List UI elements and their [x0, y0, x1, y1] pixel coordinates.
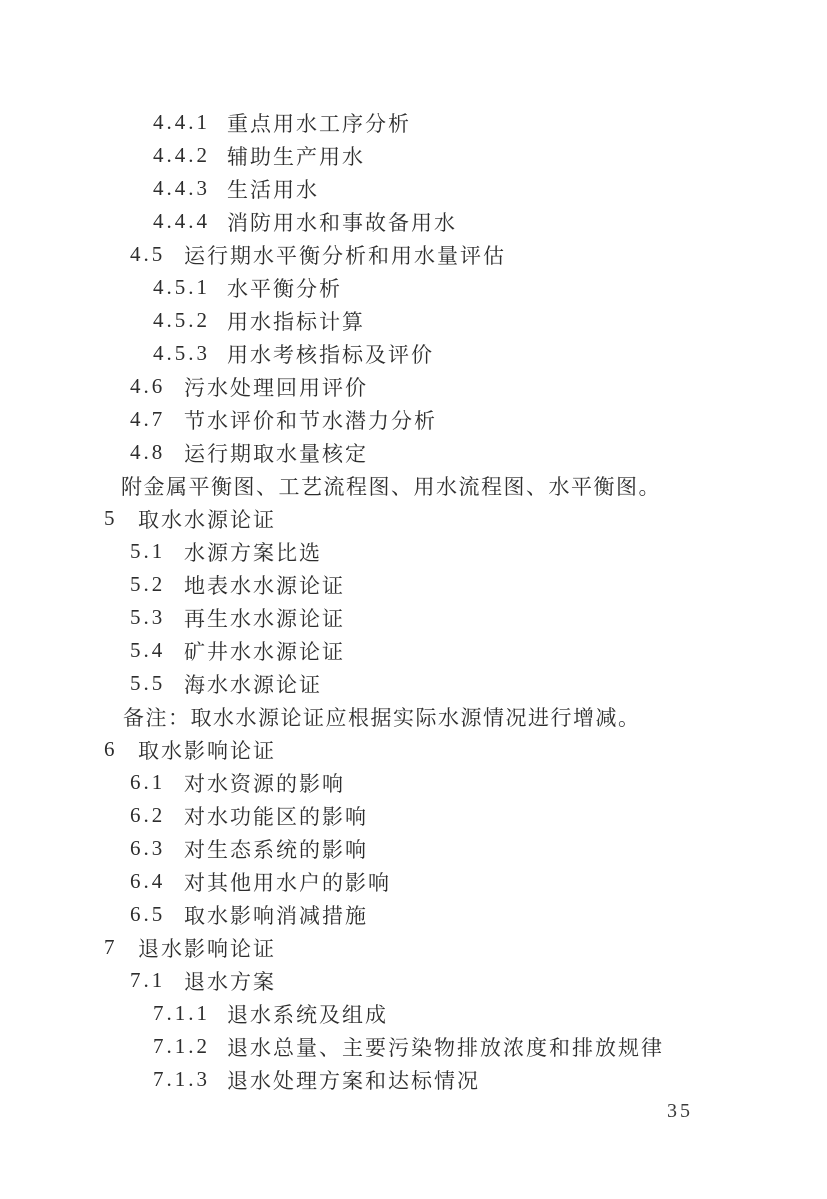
toc-line-number: 7.1.1	[153, 1001, 210, 1025]
toc-line	[0, 172, 827, 205]
toc-line-number: 7.1.3	[153, 1067, 210, 1091]
toc-line	[0, 238, 827, 271]
toc-line	[0, 535, 827, 568]
toc-line	[0, 139, 827, 172]
toc-line-number: 6.5	[130, 902, 166, 926]
toc-line	[0, 106, 827, 139]
toc-line-number: 4.4.4	[153, 209, 210, 233]
toc-line-number: 4.4.1	[153, 110, 210, 134]
toc-line-title: 矿井水水源论证	[184, 639, 345, 664]
toc-line-title: 重点用水工序分析	[227, 111, 411, 136]
toc-line	[0, 865, 827, 898]
toc-line	[0, 634, 827, 667]
toc-line-title: 运行期取水量核定	[184, 441, 368, 466]
toc-line	[0, 370, 827, 403]
toc-line-title: 退水总量、主要污染物排放浓度和排放规律	[227, 1035, 664, 1060]
toc-line	[0, 832, 827, 865]
toc-line	[0, 700, 827, 733]
toc-line-title: 辅助生产用水	[227, 144, 365, 169]
toc-line-number: 4.5.1	[153, 275, 210, 299]
toc-line-number: 6.1	[130, 770, 166, 794]
toc-line	[0, 469, 827, 502]
toc-line-title: 退水方案	[184, 969, 276, 994]
toc-line-title: 对水功能区的影响	[184, 804, 368, 829]
toc-line	[0, 271, 827, 304]
toc-line	[0, 403, 827, 436]
toc-line-number: 5.3	[130, 605, 166, 629]
page-number: 35	[667, 1100, 693, 1122]
toc-line-title: 退水处理方案和达标情况	[227, 1068, 480, 1093]
toc-line	[0, 601, 827, 634]
toc-line-number: 5.2	[130, 572, 166, 596]
toc-line	[0, 667, 827, 700]
toc-line-title: 备注：取水水源论证应根据实际水源情况进行增减。	[123, 705, 641, 730]
toc-line-title: 地表水水源论证	[184, 573, 345, 598]
toc-line-number: 6.3	[130, 836, 166, 860]
toc-line-title: 取水影响消减措施	[184, 903, 368, 928]
toc-line	[0, 502, 827, 535]
toc-line-title: 海水水源论证	[184, 672, 322, 697]
toc-line-number: 4.6	[130, 374, 166, 398]
toc-line-title: 运行期水平衡分析和用水量评估	[184, 243, 506, 268]
toc-line-number: 4.8	[130, 440, 166, 464]
table-of-contents	[0, 106, 827, 1096]
toc-line-number: 4.5	[130, 242, 166, 266]
toc-line-number: 4.5.3	[153, 341, 210, 365]
toc-line-number: 5	[104, 506, 118, 530]
toc-line-number: 5.1	[130, 539, 166, 563]
toc-line-title: 取水水源论证	[138, 507, 276, 532]
toc-line-title: 取水影响论证	[138, 738, 276, 763]
toc-line-title: 节水评价和节水潜力分析	[184, 408, 437, 433]
toc-line	[0, 997, 827, 1030]
toc-line-number: 6	[104, 737, 118, 761]
toc-line-number: 4.5.2	[153, 308, 210, 332]
toc-line	[0, 1030, 827, 1063]
toc-line	[0, 568, 827, 601]
toc-line	[0, 766, 827, 799]
toc-line-title: 水源方案比选	[184, 540, 322, 565]
toc-line-number: 6.4	[130, 869, 166, 893]
toc-line-title: 用水考核指标及评价	[227, 342, 434, 367]
toc-line-number: 7.1.2	[153, 1034, 210, 1058]
toc-line	[0, 733, 827, 766]
toc-line-title: 对其他用水户的影响	[184, 870, 391, 895]
toc-line	[0, 1063, 827, 1096]
toc-line	[0, 304, 827, 337]
toc-line-title: 消防用水和事故备用水	[227, 210, 457, 235]
toc-line-title: 退水影响论证	[138, 936, 276, 961]
toc-line	[0, 964, 827, 997]
toc-line	[0, 898, 827, 931]
toc-line-title: 生活用水	[227, 177, 319, 202]
toc-line-title: 用水指标计算	[227, 309, 365, 334]
toc-line-number: 6.2	[130, 803, 166, 827]
toc-line-title: 退水系统及组成	[227, 1002, 388, 1027]
toc-line-title: 对生态系统的影响	[184, 837, 368, 862]
toc-line-title: 再生水水源论证	[184, 606, 345, 631]
toc-line	[0, 931, 827, 964]
toc-line-title: 水平衡分析	[227, 276, 342, 301]
toc-line-number: 7.1	[130, 968, 166, 992]
toc-line-number: 4.4.3	[153, 176, 210, 200]
toc-line-number: 5.5	[130, 671, 166, 695]
toc-line-title: 附金属平衡图、工艺流程图、用水流程图、水平衡图。	[121, 474, 661, 499]
toc-line-number: 5.4	[130, 638, 166, 662]
toc-line	[0, 436, 827, 469]
toc-line-number: 4.4.2	[153, 143, 210, 167]
toc-line-title: 污水处理回用评价	[184, 375, 368, 400]
toc-line	[0, 337, 827, 370]
toc-line	[0, 205, 827, 238]
toc-line	[0, 799, 827, 832]
toc-line-title: 对水资源的影响	[184, 771, 345, 796]
toc-line-number: 7	[104, 935, 118, 959]
toc-line-number: 4.7	[130, 407, 166, 431]
